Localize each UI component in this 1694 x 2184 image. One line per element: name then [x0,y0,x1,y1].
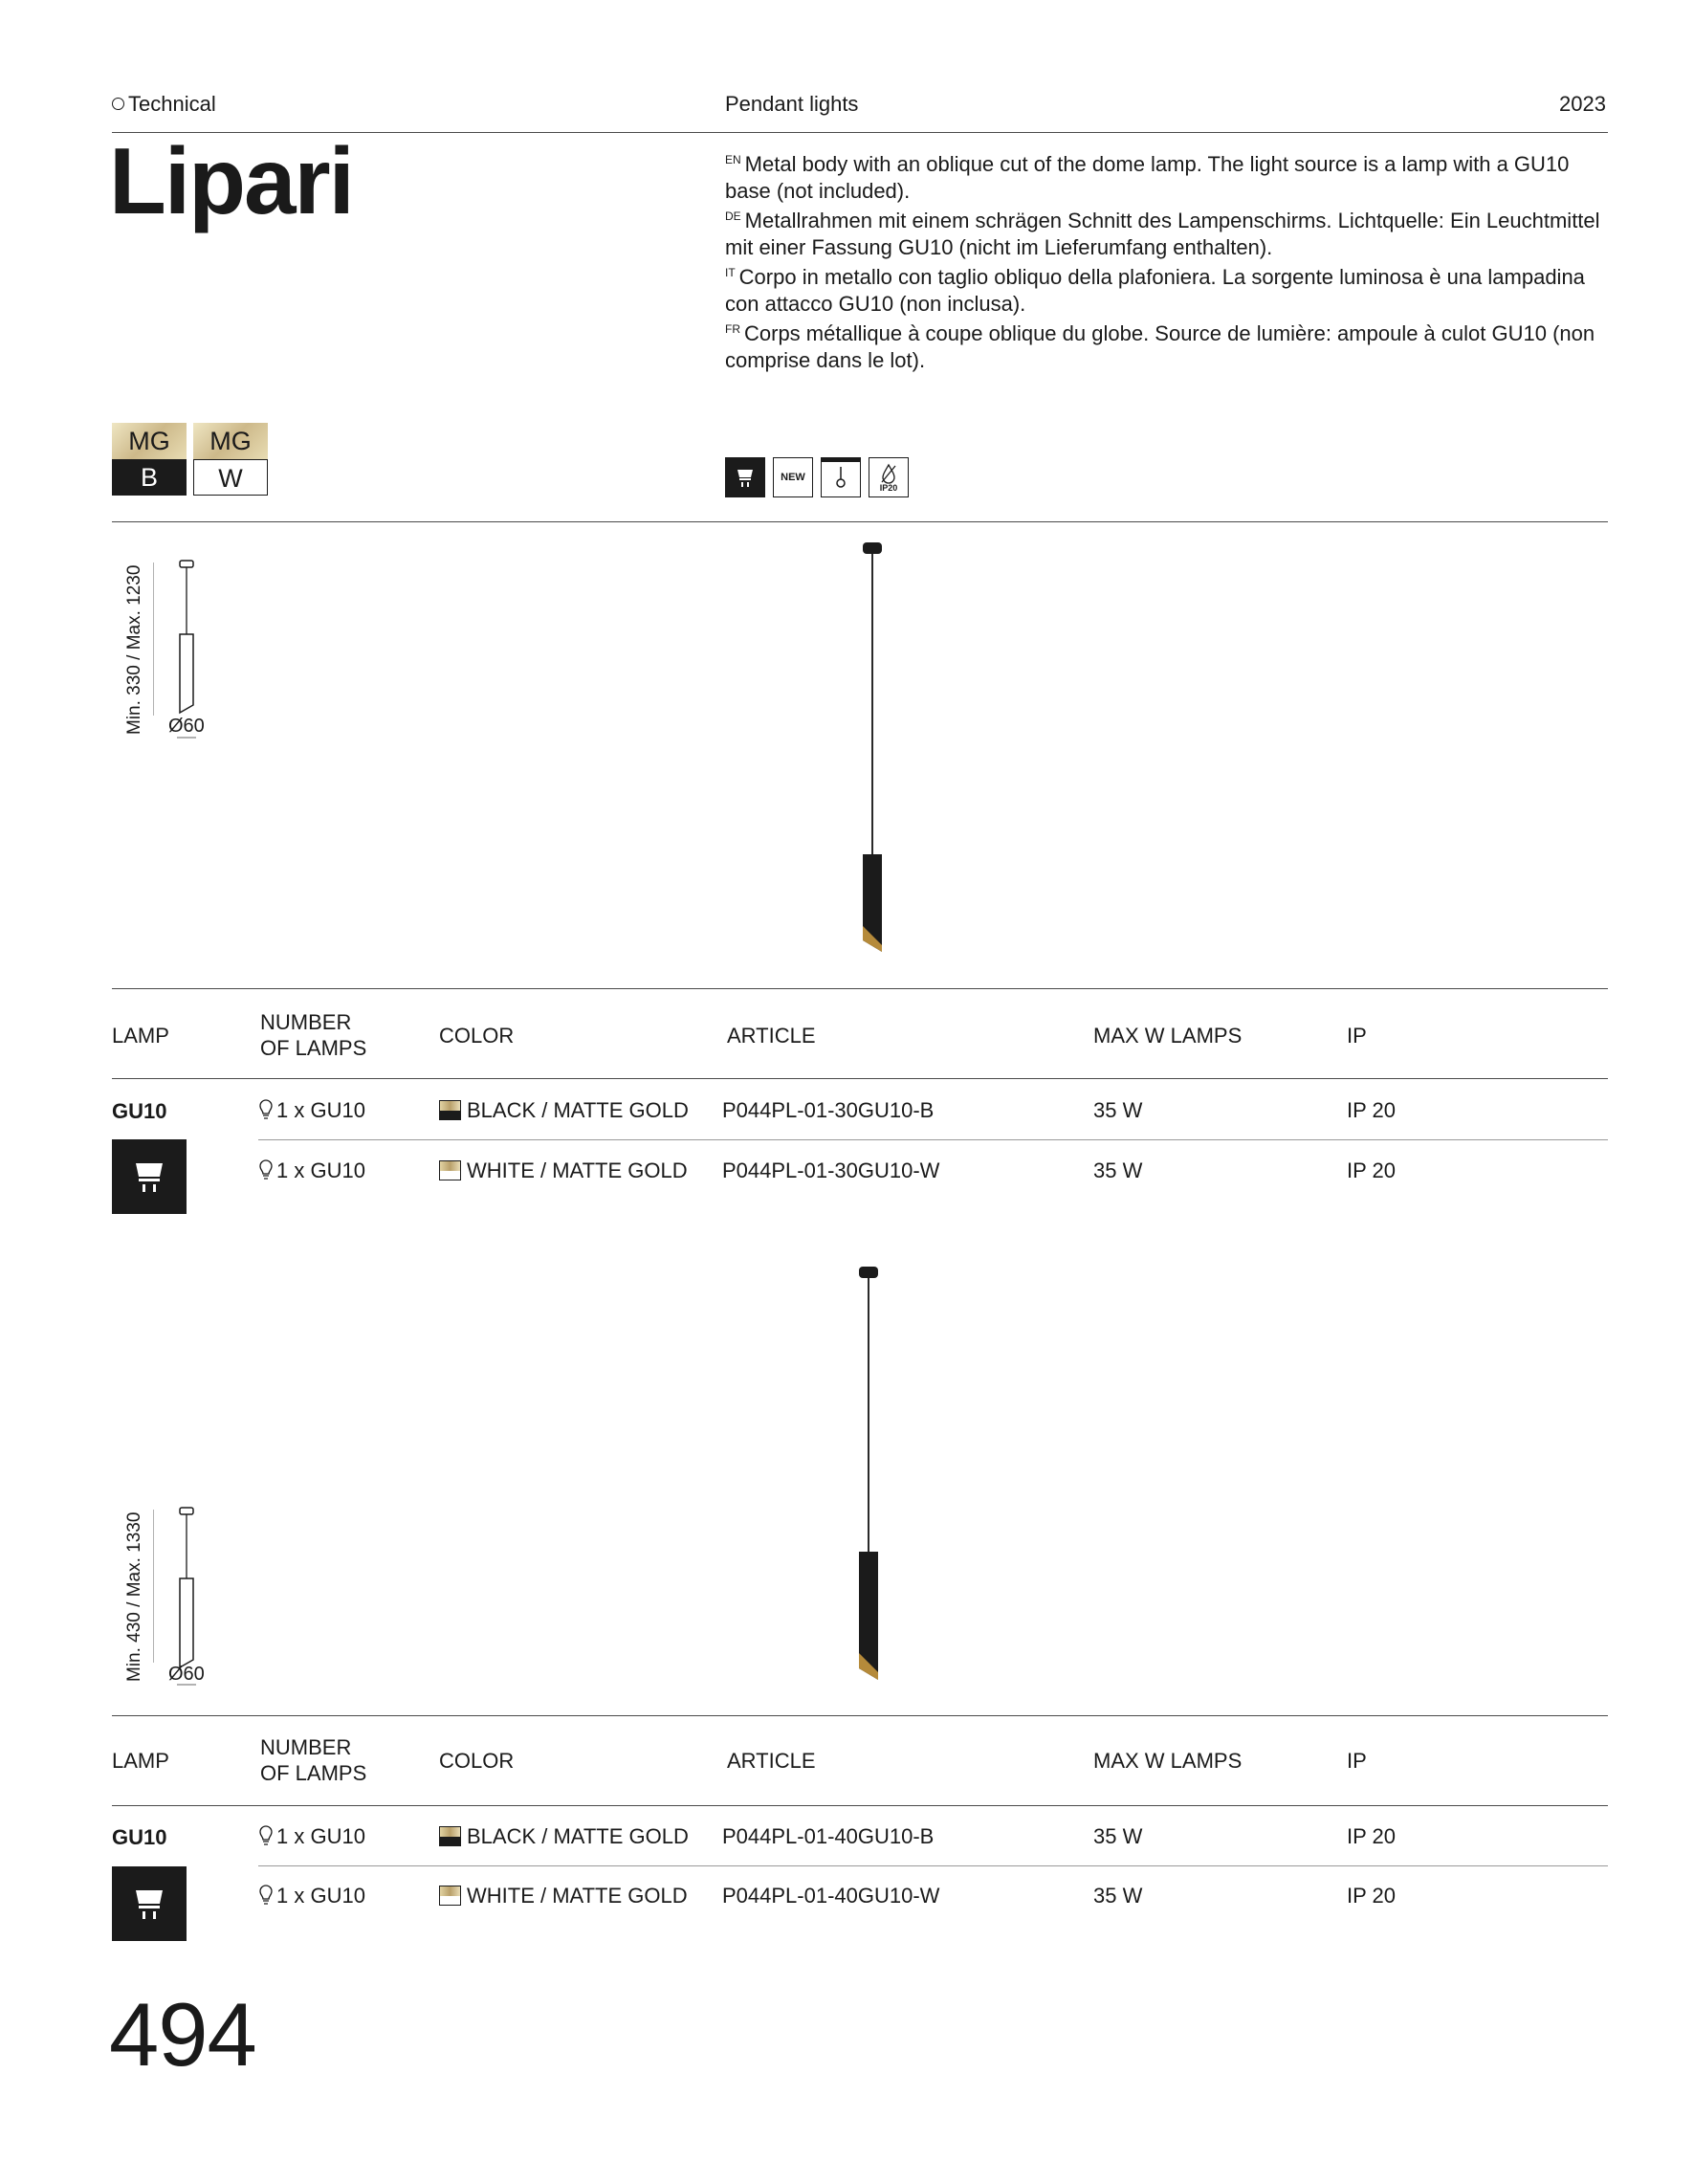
finish-swatch-w: W [193,459,268,496]
col-lamp-header: LAMP [112,1749,169,1773]
diameter-label: Ø60 [168,716,205,737]
gu10-lamp-icon [725,457,765,497]
ip-cell: IP 20 [1347,1158,1396,1182]
maxw-cell: 35 W [1093,1098,1143,1122]
col-maxw-header: MAX W LAMPS [1093,1024,1243,1048]
finish-swatch-b: B [112,459,187,496]
article-cell: P044PL-01-30GU10-W [722,1158,940,1182]
color-cell: WHITE / MATTE GOLD [439,1883,688,1908]
color-cell: WHITE / MATTE GOLD [439,1158,688,1183]
section-divider [112,521,1608,522]
number-cell: 1 x GU10 [258,1097,365,1123]
col-maxw-header: MAX W LAMPS [1093,1749,1243,1773]
ip20-icon: IP20 [869,457,909,497]
section-label [112,92,216,117]
dimension-drawing [153,558,220,739]
product-image-pendant [842,539,903,960]
bulb-icon [258,1884,274,1907]
lamp-type: GU10 [112,1825,167,1849]
bulb-icon [258,1098,274,1121]
description-it: $^{IT}$ Corpo in metallo con taglio obliquo della plafoniera. La sorgente luminosa è una lampadina con attacco GU10 (non inclusa). [725,265,1585,316]
color-chip-black-gold [439,1826,461,1846]
row-divider [258,1865,1608,1866]
color-chip-black-gold [439,1100,461,1120]
col-ip-header: IP [1347,1749,1367,1773]
category-label: Pendant lights [725,92,859,116]
col-number-header: NUMBER OF LAMPS [260,1010,367,1060]
col-article-header: ARTICLE [727,1749,816,1773]
dimension-label: Min. 430 / Max. 1330 [124,1511,144,1682]
lamp-type: GU10 [112,1099,167,1123]
col-color-header: COLOR [439,1024,515,1048]
table-top-divider [112,988,1608,989]
table-header-divider [112,1805,1608,1806]
dimension-drawing [153,1505,220,1687]
col-number-header: NUMBER OF LAMPS [260,1735,367,1785]
circle-icon [112,98,124,110]
color-cell: BLACK / MATTE GOLD [439,1097,689,1123]
col-lamp-header: LAMP [112,1024,169,1048]
number-cell: 1 x GU10 [258,1883,365,1908]
maxw-cell: 35 W [1093,1824,1143,1848]
diameter-label: Ø60 [168,1664,205,1685]
article-cell: P044PL-01-40GU10-W [722,1884,940,1908]
ip-cell: IP 20 [1347,1824,1396,1848]
product-image-pendant [838,1263,899,1684]
description-en: $^{EN}$ Metal body with an oblique cut of the dome lamp. The light source is a lamp with a GU10 base (not included). [725,152,1570,203]
table-header-divider [112,1078,1608,1079]
ip-cell: IP 20 [1347,1098,1396,1122]
article-cell: P044PL-01-30GU10-B [722,1098,935,1122]
col-article-header: ARTICLE [727,1024,816,1048]
color-chip-white-gold [439,1160,461,1180]
ip-cell: IP 20 [1347,1884,1396,1908]
color-cell: BLACK / MATTE GOLD [439,1823,689,1849]
maxw-cell: 35 W [1093,1884,1143,1908]
article-cell: P044PL-01-40GU10-B [722,1824,935,1848]
gu10-lamp-icon [112,1866,187,1941]
pendant-icon [821,457,861,497]
description-de: $^{DE}$ Metallrahmen mit einem schrägen Schnitt des Lampenschirms. Lichtquelle: Ein Leuchtmittel mit einer Fassung GU10 (nicht im Lieferumfang enthalten). [725,209,1600,259]
page-number: 494 [109,1984,256,2085]
finish-swatch-mg: MG [193,423,268,459]
color-chip-white-gold [439,1886,461,1906]
new-badge: NEW [773,457,813,497]
finish-swatch-mg: MG [112,423,187,459]
gu10-lamp-icon [112,1139,187,1214]
row-divider [258,1139,1608,1140]
col-color-header: COLOR [439,1749,515,1773]
maxw-cell: 35 W [1093,1158,1143,1182]
product-title: Lipari [109,128,353,233]
product-description [725,147,1605,373]
number-cell: 1 x GU10 [258,1823,365,1849]
number-cell: 1 x GU10 [258,1158,365,1183]
description-fr: $^{FR}$ Corps métallique à coupe oblique du globe. Source de lumière: ampoule à culot GU10 (non comprise dans le lot). [725,321,1595,372]
year-label: 2023 [1559,92,1606,116]
bulb-icon [258,1158,274,1181]
section-text: Technical [128,92,216,116]
table-top-divider [112,1715,1608,1716]
col-ip-header: IP [1347,1024,1367,1048]
bulb-icon [258,1824,274,1847]
dimension-label: Min. 330 / Max. 1230 [124,564,144,735]
